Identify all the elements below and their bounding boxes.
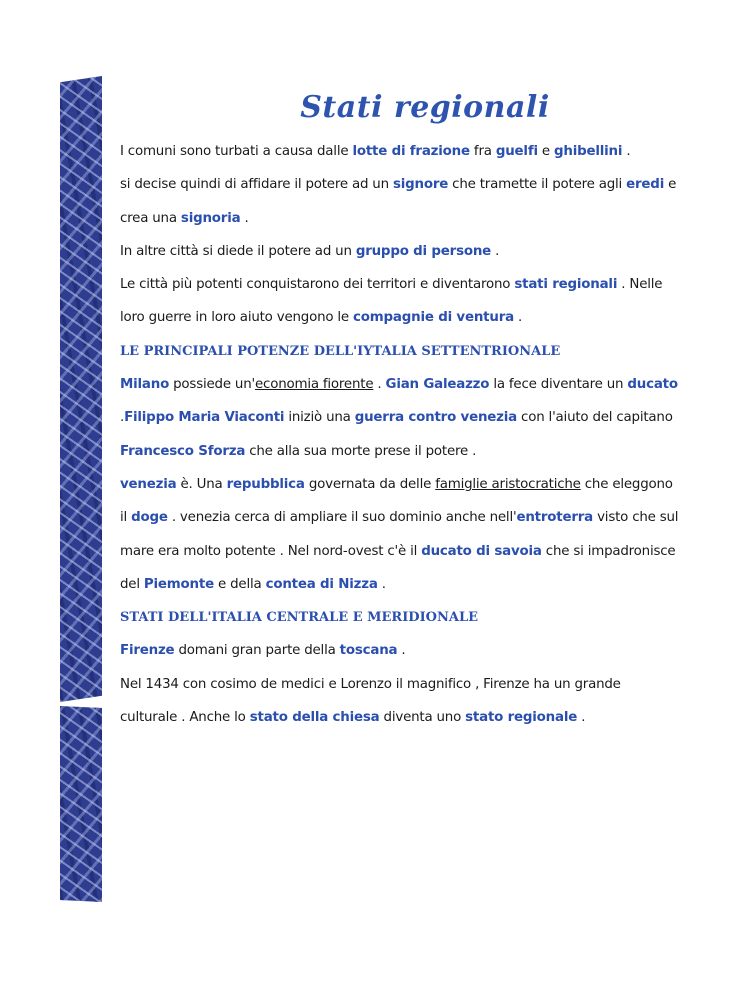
paragraph-venezia: venezia è. Una repubblica governata da delle famiglie aristocratiche che eleggono il doge . venezia cerca di ampliare il suo dominio anche nell'entroterra visto che sul mare era molto potente . Nel nord-ovest c'è il ducato di savoia che si impadronisce del Piemonte e della contea di Nizza . [120, 476, 679, 592]
notes-body [120, 135, 680, 734]
paragraph-chiesa: Nel 1434 con cosimo de medici e Lorenzo il magnifico , Firenze ha un grande culturale . Anche lo stato della chiesa diventa uno stato regionale . [120, 676, 621, 726]
paragraph-stati-regionali: Le città più potenti conquistarono dei territori e diventarono stati regionali . Nelle loro guerre in loro aiuto vengono le compagnie di ventura . [120, 277, 663, 326]
paragraph-firenze: Firenze domani gran parte della toscana . [120, 643, 406, 659]
decorative-tape-top [60, 76, 102, 702]
paragraph-gruppo: In altre città si diede il potere ad un gruppo di persone . [120, 243, 500, 259]
decorative-tape-bottom [60, 706, 102, 902]
page-title: Stati regionali [300, 90, 550, 125]
paragraph-comuni: I comuni sono turbati a causa dalle lotte di frazione fra guelfi e ghibellini . [120, 144, 631, 159]
heading-centro-sud: STATI DELL'ITALIA CENTRALE E MERIDIONALE [120, 610, 479, 626]
heading-nord: LE PRINCIPALI POTENZE DELL'IYTALIA SETTENTRIONALE [120, 343, 561, 359]
paragraph-milano: Milano possiede un'economia fiorente . Gian Galeazzo la fece diventare un ducato .Filippo Maria Viaconti iniziò una guerra contro venezia con l'aiuto del capitano Francesco Sforza che alla sua morte prese il potere . [120, 377, 678, 459]
paragraph-signoria: si decise quindi di affidare il potere ad un signore che tramette il potere agli eredi e crea una signoria . [120, 177, 677, 226]
